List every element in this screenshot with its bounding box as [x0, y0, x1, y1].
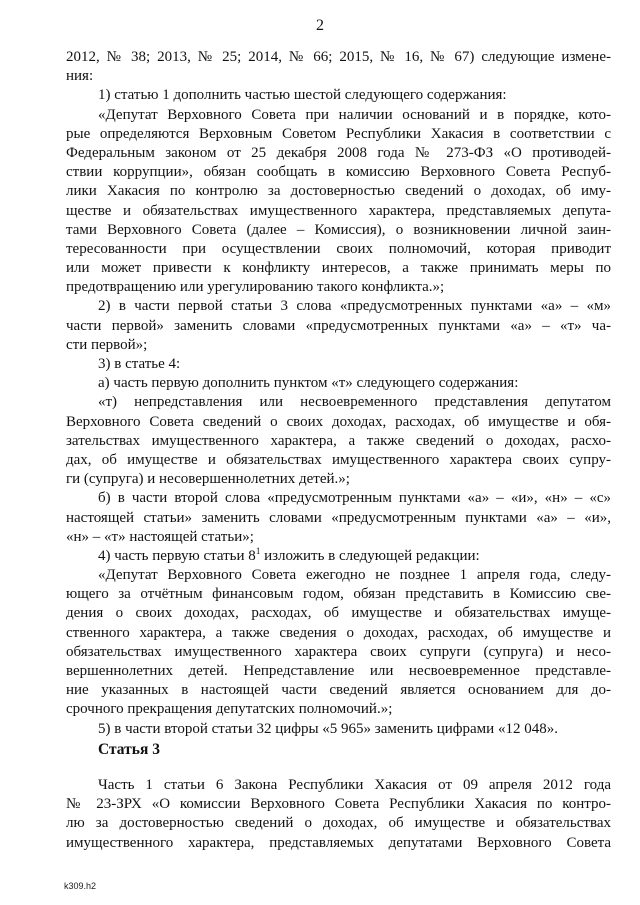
text-line: имущественного характера, представляемых депутатами Верховного Совета: [66, 834, 611, 851]
text-line: ществе и обязательствах имущественного характера, представляемых депута-: [66, 202, 611, 219]
amendments-text: [66, 48, 611, 739]
text-line: «т) непредставления или несвоевременного представления депутатом: [98, 394, 611, 411]
text-line: рые определяются Верховным Советом Республики Хакасия в соответствии с: [66, 125, 611, 142]
text-line: ние указанных в настоящей части сведений является основанием для до-: [66, 682, 611, 699]
text-line: «Депутат Верховного Совета при наличии оснований и в порядке, кото-: [98, 106, 611, 123]
text-line: Верховного Совета сведений о своих доходах, расходах, об имуществе и обя-: [66, 413, 611, 430]
text-line: сти первой»;: [66, 336, 148, 353]
text-line: ги (супруга) и несовершеннолетних детей.»;: [66, 471, 350, 488]
text-line: дах, об имуществе и обязательствах имущественного характера своих супру-: [66, 451, 611, 468]
text-line: части первой» заменить словами «предусмотренных пунктами «а» – «т» ча-: [66, 317, 611, 334]
article-3-text: [66, 776, 611, 853]
text-line: обязательствах имущественного характера своих супруги (супруга) и несо-: [66, 643, 611, 660]
text-line: Часть 1 статьи 6 Закона Республики Хакасия от 09 апреля 2012 года: [98, 777, 611, 793]
text-line: Федеральным законом от 25 декабря 2008 года № 273-ФЗ «О противодей-: [66, 144, 611, 161]
superscript: 1: [255, 545, 261, 556]
text-line: тами Верховного Совета (далее – Комиссия), о возникновении личной заин-: [66, 221, 611, 238]
text-line: № 23-ЗРХ «О комиссии Верховного Совета Республики Хакасия по контро-: [66, 796, 611, 813]
text-line: «Депутат Верховного Совета ежегодно не позднее 1 апреля года, следу-: [98, 567, 611, 584]
item4-text-start: 4) часть первую статьи 8: [98, 547, 256, 564]
text-line: тересованности при осуществлении своих полномочий, которая приводит: [66, 240, 611, 257]
text-line: или может привести к конфликту интересов, а также принимать меры по: [66, 260, 611, 277]
text-line: «н» – «т» настоящей статьи»;: [66, 528, 254, 545]
text-line: 2012, № 38; 2013, № 25; 2014, № 66; 2015, № 16, № 67) следующие измене-: [66, 49, 611, 65]
text-line: ственного характера, а также сведения о доходах, расходах, об имуществе и: [66, 624, 611, 641]
text-line: предотвращению или урегулированию такого конфликта.»;: [66, 279, 445, 296]
text-line: лю за достоверностью сведений о доходах, об имуществе и обязательствах: [66, 815, 611, 832]
text-line: лики Хакасия по контролю за достоверностью сведений о доходах, об иму-: [66, 183, 611, 200]
text-line: срочного прекращения депутатских полномочий.»;: [66, 701, 393, 718]
text-line: 5) в части второй статьи 32 цифры «5 965» заменить цифрами «12 048».: [98, 720, 558, 737]
text-line: зательствах имущественного характера, а также сведений о доходах, расхо-: [66, 432, 611, 449]
text-line: дения о своих доходах, расходах, об имуществе и обязательствах имуще-: [66, 605, 611, 622]
article-3-heading: Статья 3: [98, 741, 160, 758]
text-line: а) часть первую дополнить пунктом «т» следующего содержания:: [98, 375, 519, 392]
item4-text-end: изложить в следующей редакции:: [260, 547, 480, 564]
text-line: б) в части второй слова «предусмотренным пунктами «а» – «и», «н» – «с»: [98, 490, 611, 507]
text-line: 2) в части первой статьи 3 слова «предусмотренных пунктами «а» – «м»: [98, 298, 611, 315]
text-line: вершеннолетних детей. Непредставление или несвоевременное представле-: [66, 663, 611, 679]
document-code: k309.h2: [64, 881, 97, 891]
text-line: [66, 547, 611, 566]
text-line: 1) статью 1 дополнить частью шестой следующего содержания:: [98, 87, 507, 104]
text-line: ствии коррупции», обязан сообщать в комиссию Верховного Совета Респуб-: [66, 164, 611, 181]
text-line: ющего за отчётным финансовым годом, обязан представить в Комиссию све-: [66, 586, 611, 603]
page-number: 2: [316, 17, 324, 34]
text-line: 3) в статье 4:: [98, 356, 181, 372]
text-line: настоящей статьи» заменить словами «предусмотренным пунктами «а» – «и»,: [66, 509, 611, 526]
text-line: ния:: [66, 68, 94, 85]
